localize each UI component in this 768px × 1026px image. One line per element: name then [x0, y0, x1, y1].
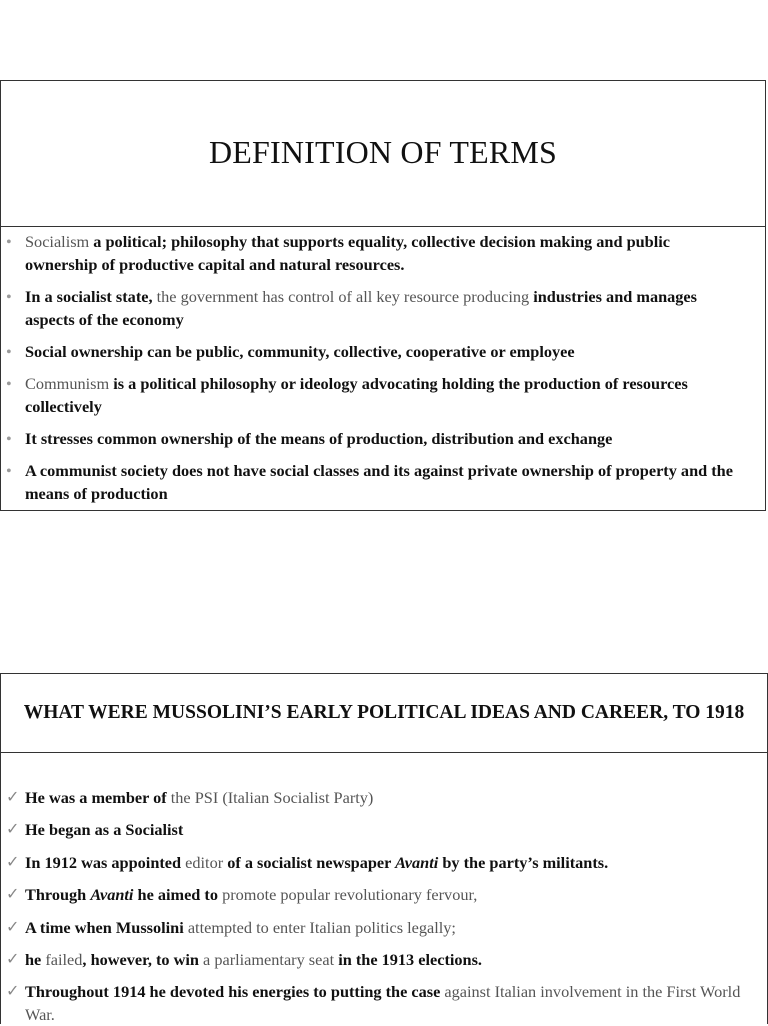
- list-item: [1, 851, 767, 874]
- definition-slide: [0, 80, 766, 511]
- list-item-text: attempted to enter Italian politics legally;: [187, 917, 456, 937]
- bullet-icon: •: [6, 287, 12, 306]
- slide-title: DEFINITION OF TERMS: [208, 134, 558, 170]
- list-item-text: in the 1913 elections.: [334, 949, 482, 969]
- list-item: [1, 230, 765, 276]
- list-item-text: by the party’s militants.: [438, 852, 609, 872]
- slide-title-box: [1, 81, 765, 227]
- list-item: [1, 340, 765, 363]
- list-item-text: the government has control of all key resource producing: [156, 287, 530, 306]
- list-item-text: editor: [185, 852, 224, 872]
- list-item-text: he aimed to: [133, 885, 223, 905]
- list-item: [1, 883, 767, 906]
- list-item: [1, 372, 765, 418]
- checkmark-icon: ✓: [6, 789, 20, 806]
- checkmark-icon: ✓: [6, 886, 20, 904]
- checkmark-icon: ✓: [6, 983, 20, 1001]
- bullet-icon: •: [6, 232, 12, 251]
- list-item-text: In a socialist state,: [25, 287, 157, 306]
- list-item-text: Avanti: [90, 885, 134, 905]
- career-list: [1, 753, 767, 1026]
- list-item: [1, 427, 765, 450]
- list-item-text: the PSI (Italian Socialist Party): [170, 788, 374, 807]
- list-item-text: he: [25, 949, 46, 969]
- slide-title: WHAT WERE MUSSOLINI’S EARLY POLITICAL IDEAS AND CAREER, TO 1918: [23, 702, 745, 723]
- list-item-text: Avanti: [395, 852, 439, 872]
- list-item-text: In 1912 was appointed: [25, 852, 186, 872]
- list-item: [1, 818, 767, 841]
- bullet-icon: •: [6, 461, 12, 480]
- list-item-text: He began as a Socialist: [25, 820, 184, 840]
- checkmark-icon: ✓: [6, 918, 20, 936]
- list-item-text: promote popular revolutionary fervour,: [222, 885, 478, 905]
- slide-title-box: [1, 674, 767, 753]
- list-item-text: He was a member of: [25, 788, 171, 807]
- list-item-text: a parliamentary seat: [203, 949, 335, 969]
- mussolini-slide: [0, 673, 768, 1024]
- list-item-text: a political; philosophy that supports equality, collective decision making and public ownership of productive capital and natural resources.: [25, 232, 671, 274]
- list-item-text: of a socialist newspaper: [223, 852, 396, 872]
- list-item-text: , however, to win: [82, 949, 204, 969]
- list-item-text: Socialism: [25, 232, 90, 251]
- list-item-text: failed: [45, 949, 83, 969]
- bullet-icon: •: [6, 374, 12, 393]
- checkmark-icon: ✓: [6, 950, 20, 968]
- list-item: [1, 948, 767, 971]
- list-item: [1, 285, 765, 331]
- definition-list: [1, 227, 765, 505]
- list-item-text: Social ownership can be public, community, collective, cooperative or employee: [25, 342, 575, 361]
- bullet-icon: •: [6, 342, 12, 361]
- list-item: [1, 786, 767, 809]
- list-item: [1, 980, 767, 1026]
- checkmark-icon: ✓: [6, 853, 20, 871]
- list-item-text: Through: [25, 885, 91, 905]
- list-item-text: against Italian involvement in the First World War.: [25, 982, 741, 1025]
- list-item-text: A time when Mussolini: [25, 917, 188, 937]
- checkmark-icon: ✓: [6, 821, 20, 839]
- list-item-text: is a political philosophy or ideology advocating holding the production of resources collectively: [25, 374, 688, 416]
- list-item-text: Communism: [25, 374, 110, 393]
- list-item-text: Throughout 1914 he devoted his energies to putting the case: [25, 982, 445, 1002]
- list-item-text: industries and manages aspects of the economy: [25, 287, 697, 329]
- list-item: [1, 916, 767, 939]
- bullet-icon: •: [6, 429, 12, 448]
- list-item-text: A communist society does not have social classes and its against private ownership of property and the means of production: [25, 461, 733, 503]
- list-item-text: It stresses common ownership of the means of production, distribution and exchange: [25, 429, 613, 448]
- list-item: [1, 459, 765, 505]
